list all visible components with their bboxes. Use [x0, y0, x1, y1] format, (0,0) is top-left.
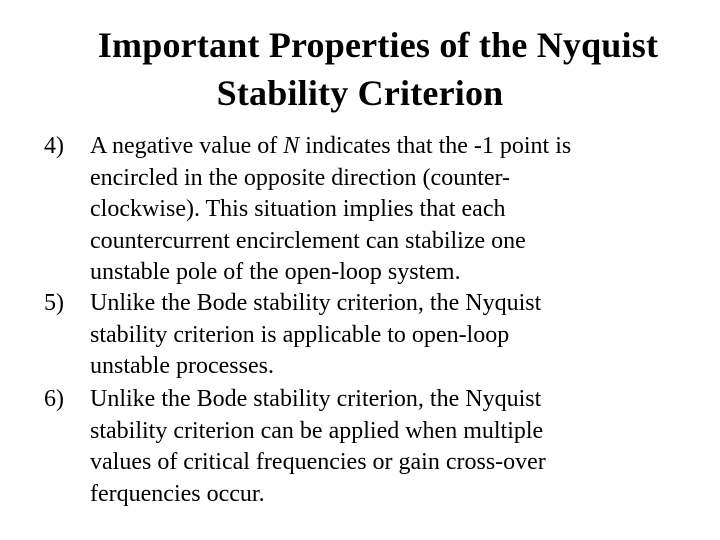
text-line: unstable pole of the open-loop system. — [90, 259, 461, 285]
item-number: 5) — [44, 290, 64, 316]
text-line: encircled in the opposite direction (counter- — [90, 164, 511, 191]
text-line: stability criterion is applicable to open-loop — [90, 321, 510, 348]
slide-title-line-2: Stability Criterion — [216, 73, 504, 113]
text-line — [90, 133, 571, 159]
item-text — [90, 288, 680, 383]
item-text — [90, 384, 680, 510]
text-line: values of critical frequencies or gain cross-over — [90, 449, 546, 475]
text-run: indicates that the -1 point is — [299, 133, 572, 159]
item-number: 6) — [44, 386, 64, 412]
text-line: stability criterion can be applied when multiple — [90, 417, 544, 444]
text-line: clockwise). This situation implies that each — [90, 196, 506, 222]
text-run: A negative value of — [90, 133, 284, 159]
property-item-4 — [44, 131, 684, 289]
text-line: ferquencies occur. — [90, 480, 265, 507]
text-line: Unlike the Bode stability criterion, the Nyquist — [90, 290, 542, 316]
text-line: countercurrent encirclement can stabilize one — [90, 227, 526, 254]
property-item-5 — [44, 288, 684, 383]
property-item-6 — [44, 384, 684, 510]
item-text — [90, 131, 680, 289]
text-line: unstable processes. — [90, 353, 274, 379]
slide-title-line-1: Important Properties of the Nyquist — [97, 25, 659, 65]
text-line: Unlike the Bode stability criterion, the Nyquist — [90, 386, 542, 412]
item-number: 4) — [44, 133, 64, 159]
variable-n: N — [283, 133, 300, 159]
